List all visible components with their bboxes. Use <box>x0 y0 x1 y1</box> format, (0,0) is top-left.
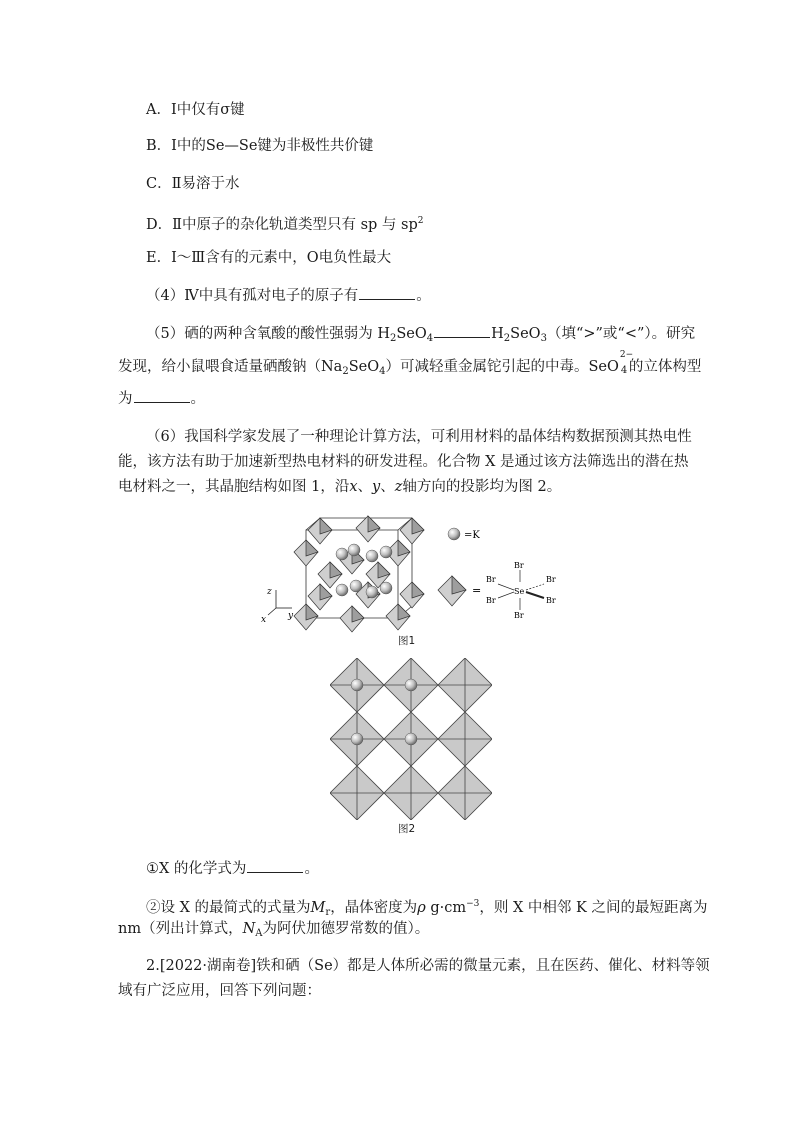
q6-text-end: 轴方向的投影均为图 2。 <box>402 479 562 495</box>
q5-text-j: 为 <box>118 391 133 407</box>
q6-sub2-rho: ρ <box>417 900 426 916</box>
br-atom-lower-left: Br <box>486 596 496 605</box>
q5-sub: 2 <box>389 333 397 344</box>
octahedron <box>356 516 380 542</box>
answer-blank[interactable] <box>434 323 490 338</box>
center-atom-se: Se <box>514 587 525 596</box>
answer-blank[interactable] <box>359 285 415 300</box>
k-legend-label: =K <box>464 530 480 541</box>
option-c: C．Ⅱ易溶于水 <box>146 176 240 192</box>
br-atom-lower-right: Br <box>546 596 556 605</box>
q6-sub2-text-e: 为阿伏加德罗常数的值）。 <box>262 921 430 937</box>
axis-x-label: x <box>261 615 267 625</box>
br-atom-top: Br <box>514 561 524 570</box>
question-6-line-3 <box>118 477 561 497</box>
octahedron <box>308 518 332 544</box>
q6-sub1-end: 。 <box>304 861 319 877</box>
axis-y-label: y <box>288 611 294 621</box>
octahedron <box>386 604 410 630</box>
answer-blank[interactable] <box>247 858 303 873</box>
q5-text-a: （5）硒的两种含氧酸的酸性强弱为 H <box>146 326 390 342</box>
q6-sub2-text-a: ②设 X 的最简式的式量为 <box>146 900 311 916</box>
octahedron-legend <box>438 576 466 606</box>
answer-blank[interactable] <box>134 388 190 403</box>
q5-charge: 2− <box>619 350 634 360</box>
k-atom <box>405 733 417 745</box>
question-6-sub-1 <box>146 858 319 879</box>
q6-sub2-text-d: nm（列出计算式， <box>118 921 243 937</box>
axis-z-label: z <box>267 587 272 597</box>
q5-text-e: （填“>”或“<”）。研究 <box>546 326 696 342</box>
option-b: B．Ⅰ中的Se—Se键为非极性共价键 <box>146 138 374 154</box>
question-6-line-2: 能，该方法有助于加速新型热电材料的研发进程。化合物 X 是通过该方法筛选出的潜在热 <box>118 454 689 470</box>
q5-text-f: 发现，给小鼠喂食适量硒酸钠（Na <box>118 359 343 375</box>
question-6-sub-2-line-2 <box>118 919 429 944</box>
br-atom-bottom: Br <box>514 611 524 620</box>
option-e: E．Ⅰ～Ⅲ含有的元素中，O电负性最大 <box>146 250 392 266</box>
octahedron <box>308 584 332 610</box>
octahedron <box>294 604 318 630</box>
br-atom-upper-left: Br <box>486 575 496 584</box>
q5-text-d: SeO <box>510 326 541 342</box>
q6-sub2-mr: M <box>310 900 326 916</box>
selenate-ion-charge <box>619 350 634 376</box>
q5-sub: 4 <box>620 365 628 376</box>
q5-sub: 4 <box>379 366 386 377</box>
octahedron <box>400 582 424 608</box>
question-5-line-1 <box>146 323 695 349</box>
octahedron <box>318 562 342 588</box>
q5-sub: 3 <box>540 333 547 344</box>
br-atom-upper-right: Br <box>546 575 556 584</box>
q6-sub2-na-sub: A <box>255 928 263 939</box>
q5-text-k: 。 <box>190 391 205 407</box>
q5-text-g: SeO <box>348 359 380 375</box>
q4-text: （4）Ⅳ中具有孤对电子的原子有 <box>146 288 359 304</box>
equals-sign: = <box>472 584 482 597</box>
option-a: A．Ⅰ中仅有σ键 <box>146 102 245 118</box>
k-atom <box>351 679 363 691</box>
q5-text-c: H <box>491 326 504 342</box>
q5-sub: 2 <box>342 366 349 377</box>
q4-end: 。 <box>416 288 431 304</box>
k-atom <box>351 733 363 745</box>
octahedra-group <box>294 516 424 632</box>
k-atom <box>405 679 417 691</box>
figure-2-caption: 图2 <box>398 823 416 835</box>
question-6-line-1: （6）我国科学家发展了一种理论计算方法，可利用材料的晶体结构数据预测其热电性 <box>146 429 692 445</box>
option-d-sup: 2 <box>417 216 424 226</box>
question-2-line-1: 2.[2022·湖南卷]铁和硒（Se）都是人体所必需的微量元素，且在医药、催化、材料等领 <box>146 958 710 974</box>
q6-text: 电材料之一，其晶胞结构如图 1，沿 <box>118 479 350 495</box>
octahedron <box>294 540 318 566</box>
question-5-line-2 <box>118 350 702 382</box>
octahedron <box>400 518 424 544</box>
option-d-text: D．Ⅱ中原子的杂化轨道类型只有 sp 与 sp <box>146 217 418 233</box>
figure-1-crystal-structure <box>258 510 578 640</box>
q6-sub2-text-b: ，晶体密度为 <box>330 900 418 916</box>
q5-text-b: SeO <box>396 326 427 342</box>
q6-sub2-text-c: ，则 X 中相邻 K 之间的最短距离为 <box>479 900 708 916</box>
q5-text-h: ）可减轻重金属铊引起的中毒。SeO <box>385 359 619 375</box>
q6-axis-y: y <box>372 479 381 495</box>
q5-text-i: 的立体构型 <box>628 359 702 375</box>
q6-sep: 、 <box>357 479 373 495</box>
question-5-line-3 <box>118 388 205 409</box>
octahedron <box>340 606 364 632</box>
option-d <box>146 211 424 235</box>
q6-axis-z: z <box>394 479 403 495</box>
q6-sub2-mr-sub: r <box>325 907 331 918</box>
q5-sub: 4 <box>426 333 434 344</box>
q6-sub1-text: ①X 的化学式为 <box>146 861 247 877</box>
figure-2-projection <box>330 658 492 820</box>
question-4 <box>146 285 431 306</box>
q6-sub2-exp: −3 <box>466 899 480 909</box>
q6-sub2-unit: g·cm <box>425 900 467 916</box>
q5-sub: 2 <box>503 333 511 344</box>
k-legend-atom <box>448 528 460 540</box>
question-2-line-2: 域有广泛应用，回答下列问题： <box>118 983 321 999</box>
figure-1-caption: 图1 <box>398 635 416 647</box>
q6-sep: 、 <box>380 479 395 495</box>
q6-sub2-na: N <box>242 921 256 937</box>
q6-axis-x: x <box>349 479 358 495</box>
